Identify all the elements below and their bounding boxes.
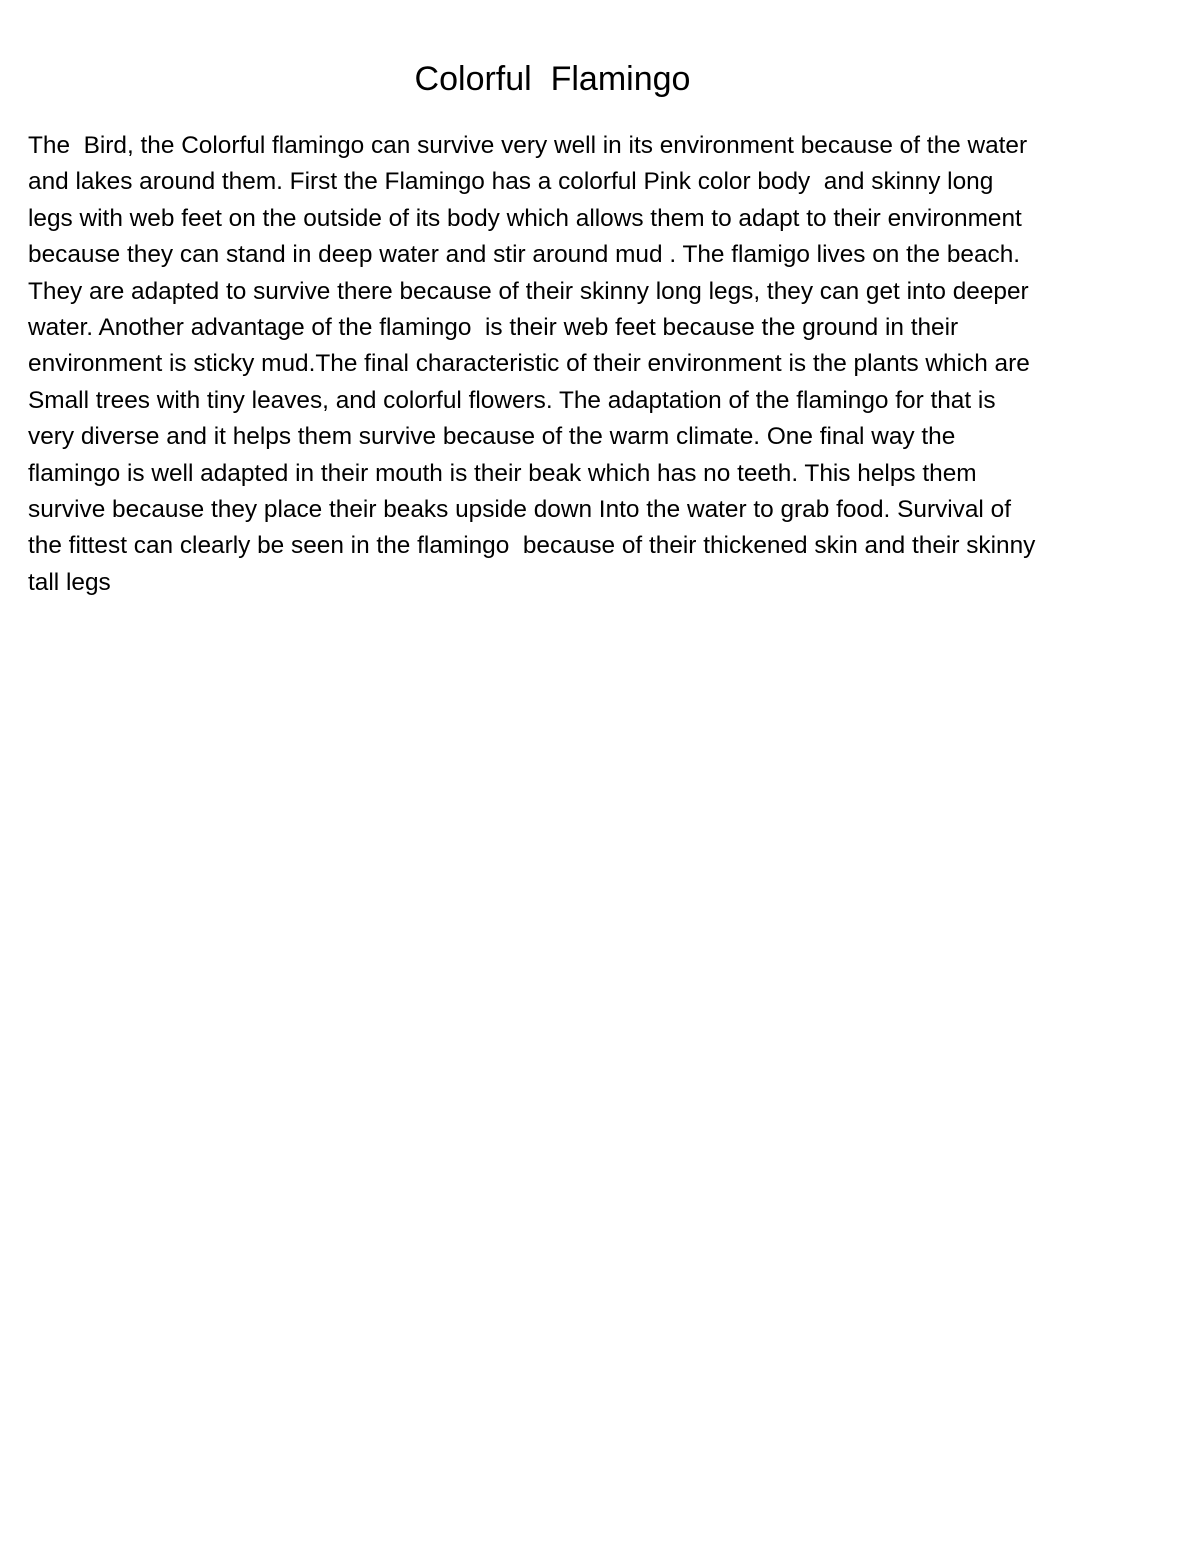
body-line: Small trees with tiny leaves, and colorful flowers. The adaptation of the flamingo for that is (28, 386, 996, 414)
body-line: survive because they place their beaks upside down Into the water to grab food. Survival of (28, 496, 1011, 524)
document-body (28, 128, 1178, 601)
body-line: very diverse and it helps them survive because of the warm climate. One final way the (28, 423, 956, 451)
body-line: legs with web feet on the outside of its body which allows them to adapt to their environment (28, 204, 1022, 232)
body-line: water. Another advantage of the flamingo is their web feet because the ground in their (28, 314, 959, 342)
body-line: tall legs (28, 568, 111, 596)
body-line: The Bird, the Colorful flamingo can survive very well in its environment because of the water (28, 132, 1028, 159)
body-line: the fittest can clearly be seen in the flamingo because of their thickened skin and their skinny (28, 532, 1036, 560)
body-line: flamingo is well adapted in their mouth is their beak which has no teeth. This helps them (28, 459, 977, 487)
body-line: They are adapted to survive there because of their skinny long legs, they can get into deeper (28, 277, 1029, 305)
body-line: environment is sticky mud.The final characteristic of their environment is the plants which are (28, 350, 1030, 378)
body-line: and lakes around them. First the Flamingo has a colorful Pink color body and skinny long (28, 168, 994, 196)
document-title: Colorful Flamingo (414, 60, 691, 98)
body-line: because they can stand in deep water and stir around mud . The flamigo lives on the beach. (28, 241, 1021, 269)
